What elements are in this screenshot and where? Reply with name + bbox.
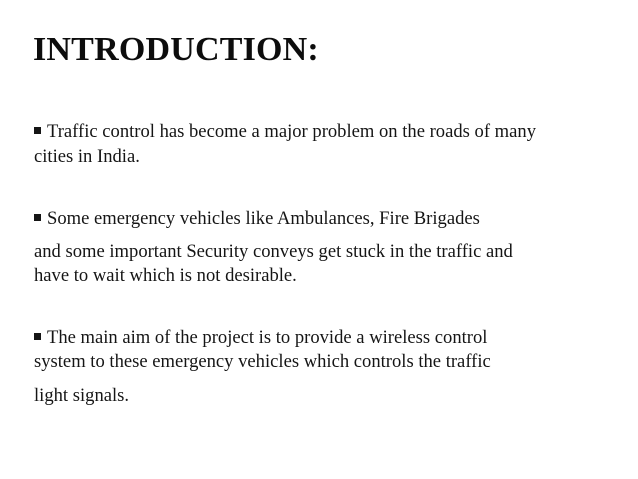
bullet-3-line-3: light signals. [34,385,130,406]
bullet-3-line-1 [34,326,487,350]
bullet-2-line-3: have to wait which is not desirable. [34,265,297,286]
bullet-1-line-2: cities in India. [34,146,140,167]
slide-title: INTRODUCTION: [33,31,319,68]
bullet-2-line-2: and some important Security conveys get stuck in the traffic and [34,241,513,262]
square-bullet-icon [34,127,41,134]
square-bullet-icon [34,333,41,340]
bullet-1-text-1: Traffic control has become a major problem on the roads of many [47,121,536,142]
bullet-2-text-1: Some emergency vehicles like Ambulances, Fire Brigades [47,208,480,229]
bullet-3-line-2: system to these emergency vehicles which controls the traffic [34,351,491,372]
bullet-1-line-1 [34,120,536,144]
square-bullet-icon [34,214,41,221]
bullet-3-text-1: The main aim of the project is to provide a wireless control [47,327,488,348]
bullet-2-line-1 [34,207,480,231]
